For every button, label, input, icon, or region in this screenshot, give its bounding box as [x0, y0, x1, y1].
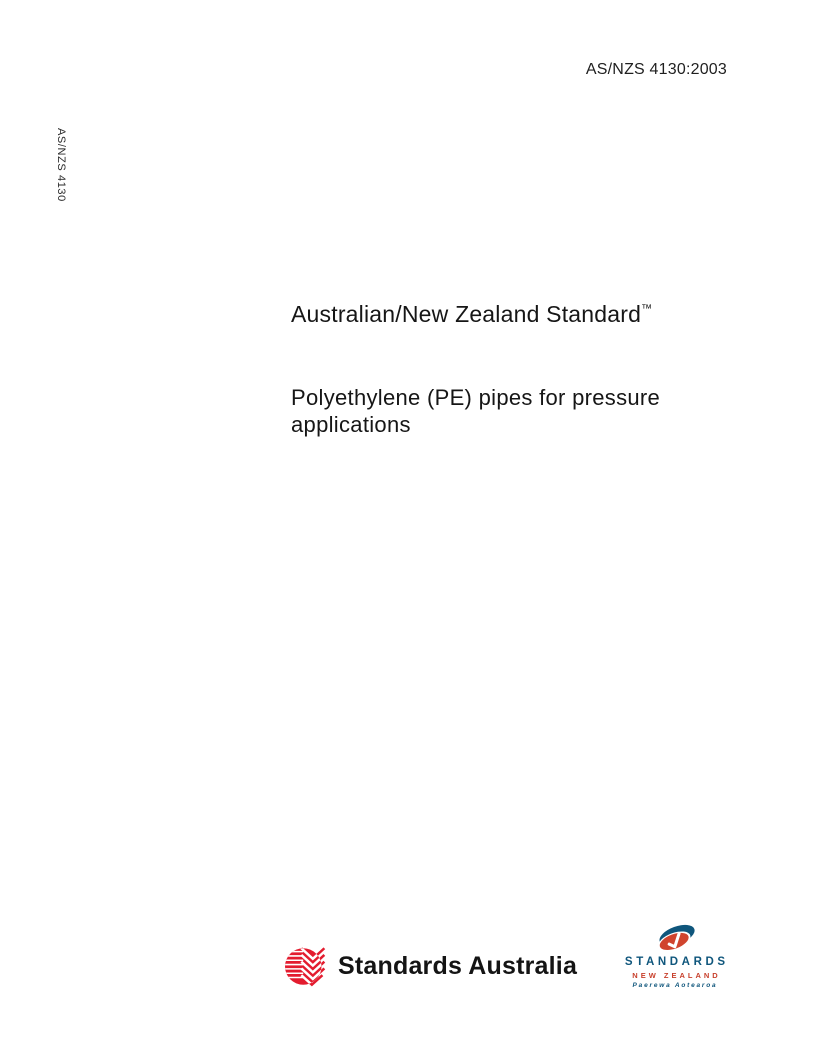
- spine-standard-number: AS/NZS 4130: [55, 128, 67, 202]
- series-title-text: Australian/New Zealand Standard: [291, 301, 642, 327]
- standards-australia-logo: [285, 944, 577, 989]
- nz-wordmark-paerewa-aotearoa: Paerewa Aotearoa: [632, 982, 718, 989]
- standards-australia-wordmark: Standards Australia: [338, 952, 578, 980]
- nz-wordmark-new-zealand: NEW ZEALAND: [632, 971, 721, 980]
- trademark-symbol: ™: [641, 303, 653, 315]
- document-title: Polyethylene (PE) pipes for pressure applications: [291, 385, 661, 437]
- nz-wordmark-standards: STANDARDS: [624, 956, 729, 968]
- series-title: [291, 301, 652, 328]
- swoosh-tick-icon: [649, 923, 701, 955]
- standard-number-header: AS/NZS 4130:2003: [585, 61, 727, 78]
- globe-chevrons-icon: [285, 944, 333, 989]
- standards-new-zealand-logo: [618, 923, 732, 989]
